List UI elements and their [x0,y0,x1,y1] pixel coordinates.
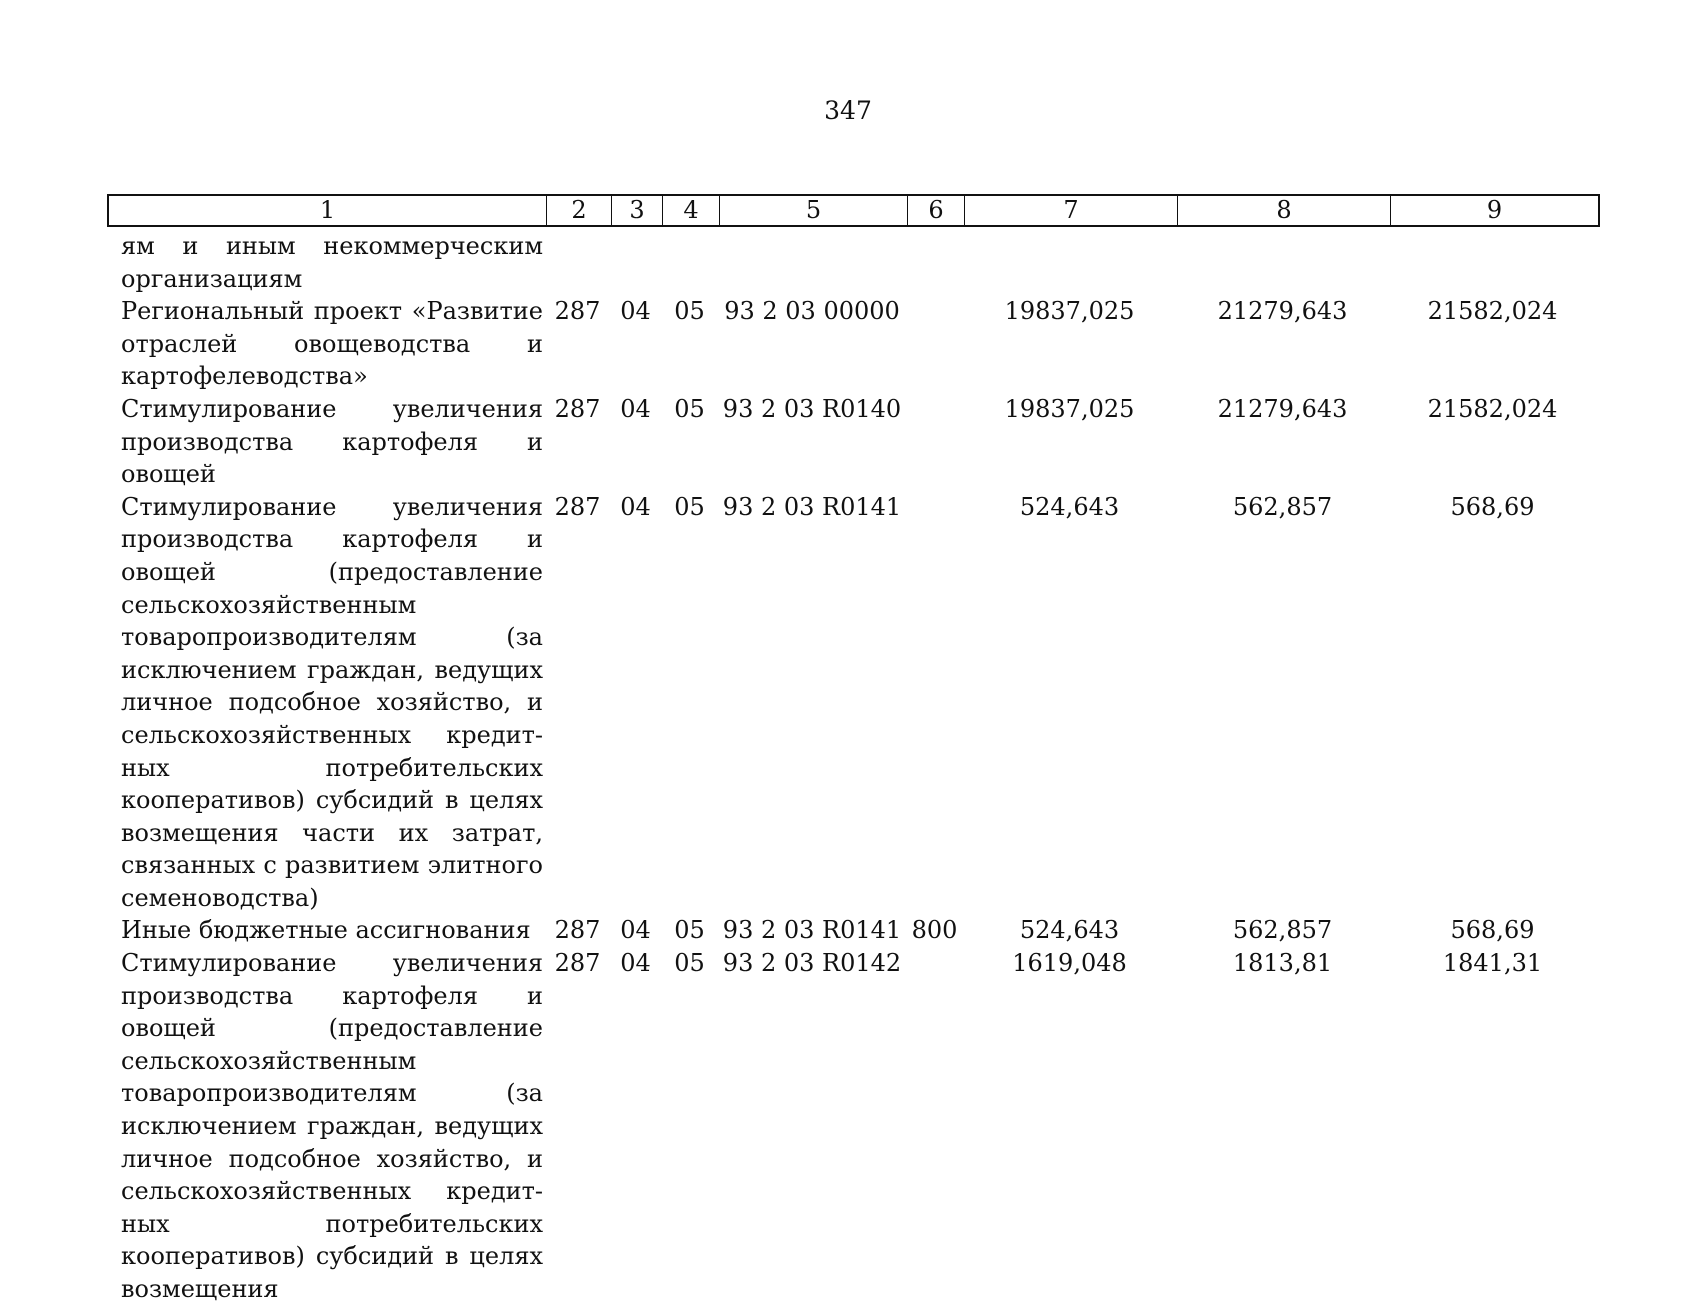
table-row [107,295,1600,393]
cell-col3: 04 [620,949,651,978]
cell-col9: 21582,024 [1427,297,1558,326]
table-header-row [107,194,1600,227]
column-header: 9 [1486,196,1503,224]
cell-col3: 04 [620,916,651,945]
table-row [107,947,1600,1306]
cell-col4: 05 [674,949,705,978]
table-row [107,914,1600,947]
cell-col6: 800 [911,916,958,945]
cell-col2: 287 [554,916,601,945]
cell-col8: 21279,643 [1217,297,1348,326]
page-number: 347 [824,96,872,125]
cell-col3: 04 [620,297,651,326]
table-body [107,230,1600,1306]
row-name: Стимулирование увеличения производства картофеля и овощей (предоставление сельскохозяйственным товаропроизводителям (за исключением граждан, ведущих личное подсобное хозяйство, и сельскохозяйственных кредитных потребительских кооперативов) субсидий в целях возмещения части их затрат, связанных с развитием элитного семеноводства) [121,492,543,912]
column-header: 4 [663,196,720,225]
column-header: 3 [612,196,663,225]
table-row [107,230,1600,295]
cell-col7: 1619,048 [1012,949,1127,978]
column-header: 8 [1178,196,1391,225]
cell-col9: 1841,31 [1442,949,1543,978]
cell-col5: 93 2 03 00000 [724,297,900,326]
cell-col4: 05 [674,394,705,423]
cell-col8: 21279,643 [1217,394,1348,423]
cell-col7: 19837,025 [1004,297,1135,326]
cell-col3: 04 [620,394,651,423]
cell-col4: 05 [674,297,705,326]
column-header: 7 [965,196,1178,225]
column-header: 1 [109,196,547,225]
cell-col7: 524,643 [1019,916,1120,945]
cell-col9: 568,69 [1450,492,1535,521]
row-name: Стимулирование увеличения производства картофеля и овощей [121,394,543,489]
row-name: Иные бюджетные ассигнования [121,916,531,945]
cell-col3: 04 [620,492,651,521]
table-row [107,393,1600,491]
cell-col5: 93 2 03 R0141 [722,492,902,521]
row-name: ям и иным некоммерческим организациям [121,232,543,293]
cell-col9: 21582,024 [1427,394,1558,423]
cell-col5: 93 2 03 R0142 [722,949,902,978]
cell-col4: 05 [674,492,705,521]
cell-col2: 287 [554,297,601,326]
table-row [107,491,1600,915]
cell-col4: 05 [674,916,705,945]
cell-col7: 524,643 [1019,492,1120,521]
row-name: Стимулирование увеличения производства картофеля и овощей (предоставление сельскохозяйственным товаропроизводителям (за исключением граждан, ведущих личное подсобное хозяйство, и сельскохозяйственных кредитных потребительских кооперативов) субсидий в целях возмещения [121,949,543,1303]
column-header: 2 [547,196,612,225]
cell-col8: 562,857 [1232,916,1333,945]
column-header: 6 [908,196,965,225]
cell-col5: 93 2 03 R0141 [722,916,902,945]
column-header: 5 [720,196,908,225]
row-name: Региональный проект «Развитие отраслей овощеводства и картофелеводства» [121,297,543,391]
cell-col2: 287 [554,492,601,521]
cell-col8: 562,857 [1232,492,1333,521]
cell-col8: 1813,81 [1232,949,1333,978]
cell-col9: 568,69 [1450,916,1535,945]
cell-col2: 287 [554,949,601,978]
cell-col2: 287 [554,394,601,423]
cell-col7: 19837,025 [1004,394,1135,423]
cell-col5: 93 2 03 R0140 [722,394,902,423]
